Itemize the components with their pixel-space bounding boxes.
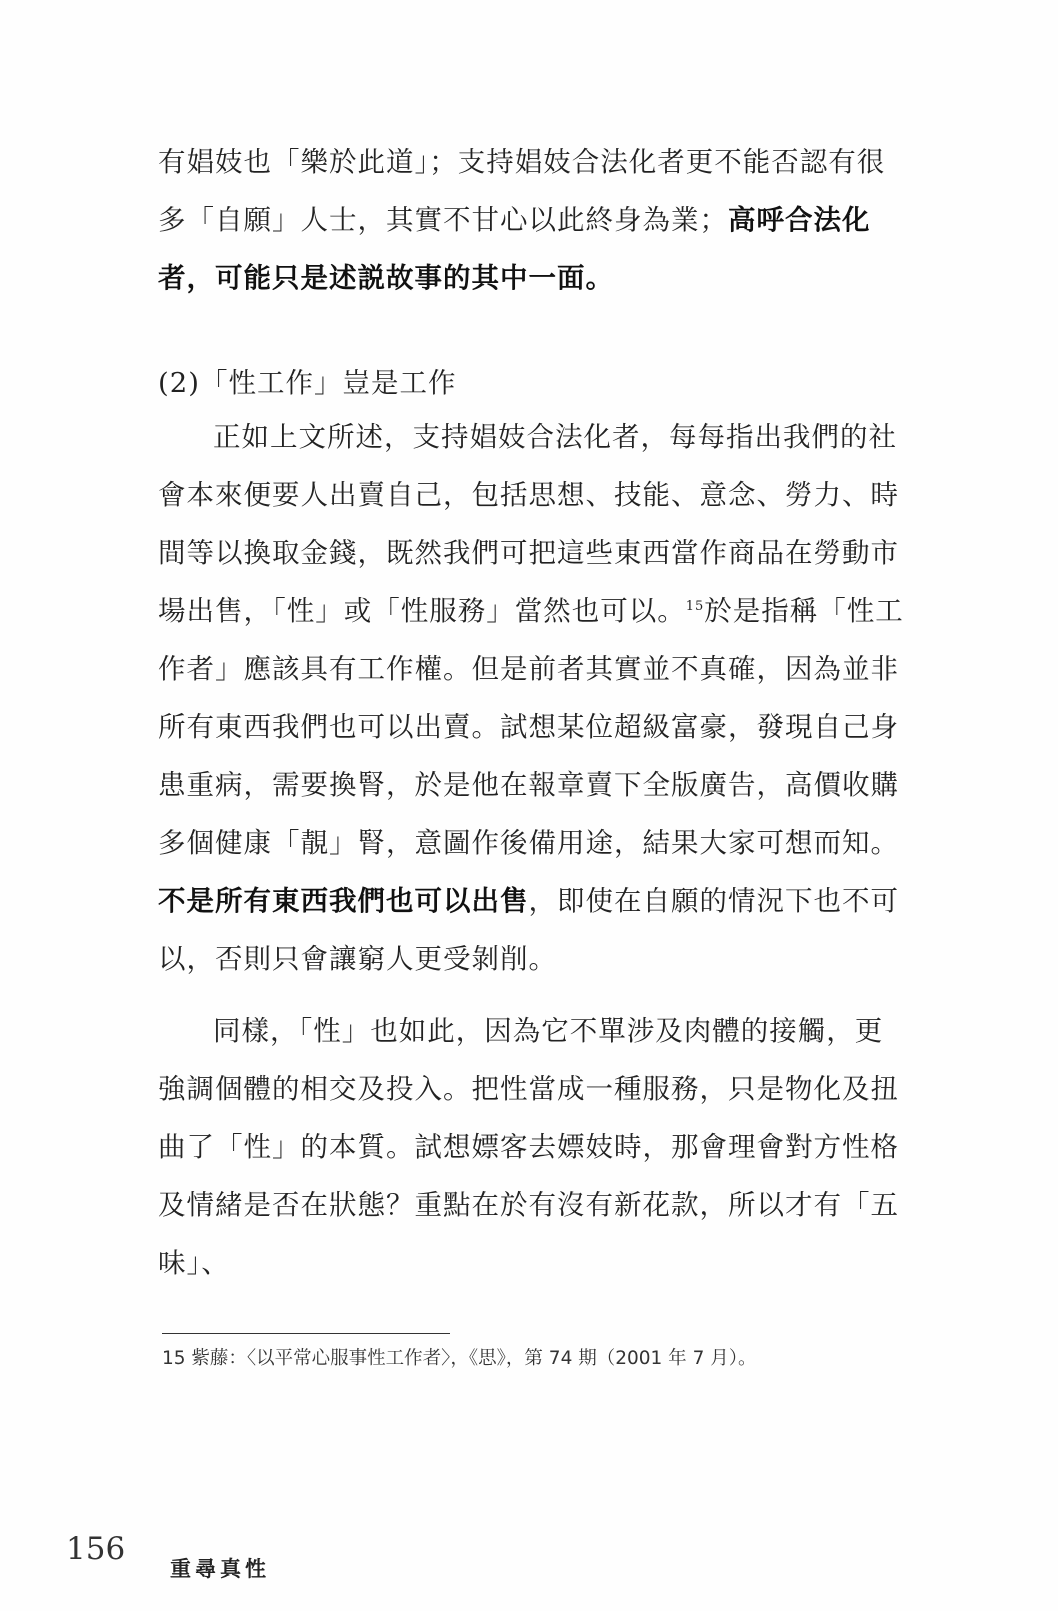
- paragraph-continuation: [158, 133, 910, 307]
- paragraph-text: ，即使在自願的情況下也不可以，否則只會讓窮人更受剝削。: [158, 885, 899, 975]
- paragraph-sex-work: [158, 408, 910, 988]
- paragraph-same-for-sex: 同樣，「性」也如此，因為它不單涉及肉體的接觸，更強調個體的相交及投入。把性當成一種服務，只是物化及扭曲了「性」的本質。試想嫖客去嫖妓時，那會理會對方性格及情緒是否在狀態？重點在於有沒有新花款，所以才有「五味」、: [158, 1015, 899, 1279]
- bold-emphasis: 不是所有東西我們也可以出售: [158, 885, 529, 917]
- paragraph-text: 有娼妓也「樂於此道」；支持娼妓合法化者更不能否認有很多「自願」人士，其實不甘心以此終身為業；: [158, 146, 886, 236]
- running-title: 重尋真性: [170, 1557, 270, 1581]
- section-heading: (2)「性工作」豈是工作: [158, 367, 457, 399]
- bold-emphasis: 高呼合法化者，可能只是述説故事的其中一面。: [158, 204, 871, 294]
- paragraph-text: 正如上文所述，支持娼妓合法化者，每每指出我們的社會本來便要人出賣自己，包括思想、技能、意念、勞力、時間等以換取金錢，既然我們可把這些東西當作商品在勞動市場出售，「性」或「性服務」當然也可以。: [158, 421, 899, 627]
- footnote-text: 15 紫藤：〈以平常心服事性工作者〉，《思》，第 74 期（2001 年 7 月）。: [162, 1348, 757, 1369]
- footnote-reference[interactable]: 15: [685, 598, 705, 614]
- footnote-divider: [162, 1333, 450, 1334]
- page-number: 156: [66, 1531, 126, 1567]
- paragraph-text: 於是指稱「性工作者」應該具有工作權。但是前者其實並不真確，因為並非所有東西我們也可以出賣。試想某位超級富豪，發現自己身患重病，需要換腎，於是他在報章賣下全版廣告，高價收購多個健康「靚」腎，意圖作後備用途，結果大家可想而知。: [158, 595, 904, 859]
